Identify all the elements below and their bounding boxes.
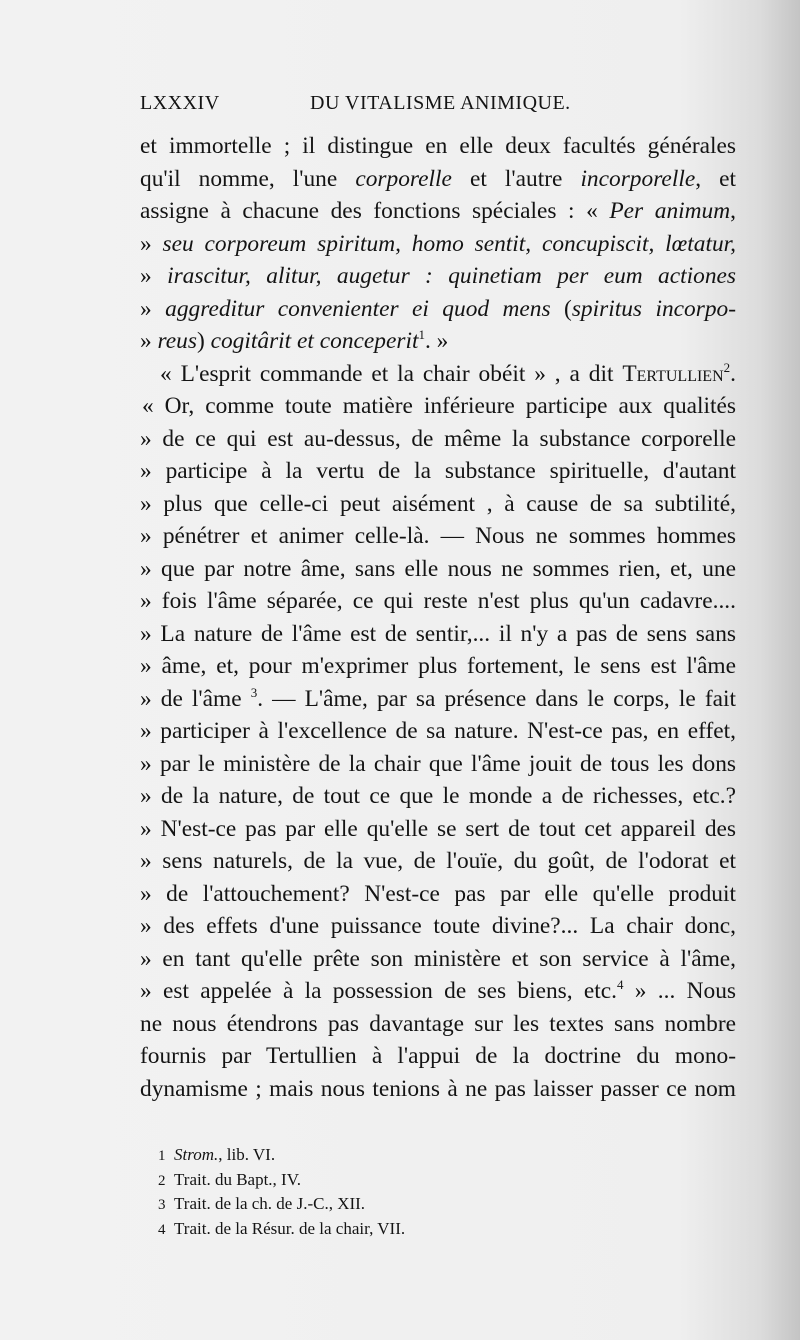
text-line [140,748,736,781]
text-segment: » plus que celle-ci peut aisément , à cause de sa subtilité, [140,490,736,517]
text-segment: » des effets d'une puissance toute divine?... La chair donc, [140,913,736,939]
text-segment: . » [424,328,449,354]
footnote [158,1143,658,1168]
text-segment: , lib. VI. [218,1145,276,1164]
text-segment: ( [550,295,572,322]
text-line [140,1073,736,1106]
text-segment: » par le ministère de la chair que l'âme jouit de tous les dons [140,750,736,777]
text-line [140,520,736,553]
text-segment: » de l'attouchement? N'est-ce pas par elle qu'elle produit [140,880,736,907]
footnote-number: 3 [158,1197,166,1213]
text-segment: incorporelle [580,165,696,192]
running-title: DU VITALISME ANIMIQUE. [310,92,571,114]
text-line [140,585,736,618]
text-line [140,260,736,293]
footnote-ref: 1 [418,327,425,343]
text-segment: Trait. du Bapt., IV. [174,1169,302,1189]
text-segment: » est appelée à la possession de ses biens, etc. [140,978,618,1004]
text-line [140,423,736,456]
text-segment: Trait. de la ch. de J.-C., XII. [174,1194,366,1213]
text-segment: reus [157,328,197,354]
text-segment: qu'il nomme, l'une [140,165,356,192]
text-line [140,325,736,358]
text-line [140,455,736,488]
text-segment: Trait. de la Résur. de la chair, VII. [174,1218,406,1238]
text-line [140,1040,736,1073]
text-segment: » participer à l'excellence de sa nature. N'est-ce pas, en effet, [140,718,736,744]
text-segment: corporelle [355,165,452,192]
text-segment: dynamisme ; mais nous tenions à ne pas laisser passer ce nom [140,1075,736,1102]
text-segment: » que par notre âme, sans elle nous ne sommes rien, et, une [140,555,736,582]
text-line [140,878,736,911]
text-line [140,975,736,1008]
text-line [140,650,736,683]
text-segment: » sens naturels, de la vue, de l'ouïe, du goût, de l'odorat et [140,848,736,874]
footnotes [158,1143,658,1241]
text-segment: « L'esprit commande et la chair obéit » , a dit [160,360,623,387]
text-segment: fournis par Tertullien à l'appui de la doctrine du mono- [140,1043,736,1069]
text-line [140,488,736,521]
footnote-number: 4 [158,1221,166,1238]
text-line [140,845,736,878]
footnote-ref: 4 [617,977,624,993]
text-line [140,683,736,716]
text-segment: ne nous étendrons pas davantage sur les textes sans nombre [140,1010,736,1037]
text-segment: Tertullien [622,360,724,387]
text-segment: » de la nature, de tout ce que le monde a de richesses, etc.? [140,783,736,809]
text-line [140,618,736,651]
text-segment: » âme, et, pour m'exprimer plus fortement, le sens est l'âme [140,653,736,679]
text-segment: » [140,295,166,322]
text-segment: » pénétrer et animer celle-là. — Nous ne sommes hommes [140,523,736,549]
text-line [140,358,736,391]
text-segment: aggreditur convenienter ei quod mens [165,295,551,322]
text-line [140,813,736,846]
text-segment: et immortelle ; il distingue en elle deux facultés générales [140,133,736,159]
text-line [140,228,736,261]
footnote-ref: 3 [250,684,258,700]
text-segment: , et [695,165,736,192]
footnote-number: 2 [158,1172,166,1189]
page-number: LXXXIV [140,92,220,114]
text-segment: irascitur, alitur, augetur : quinetiam per eum actiones [167,263,736,289]
text-line [140,553,736,586]
text-segment: » ... Nous [623,978,736,1004]
text-segment: » N'est-ce pas par elle qu'elle se sert de tout cet appareil des [140,815,736,842]
text-segment: » en tant qu'elle prête son ministère et son service à l'âme, [140,945,736,972]
footnote [158,1168,658,1193]
body-text [140,130,736,1105]
text-segment: » [140,230,163,257]
text-segment: ) [196,328,211,354]
footnote [158,1192,658,1217]
text-segment: Strom. [174,1145,219,1164]
text-line [140,390,736,423]
text-segment: « Or, comme toute matière inférieure participe aux qualités [142,393,736,419]
text-line [140,130,736,163]
text-segment: » [140,263,168,289]
text-segment: , [730,198,736,224]
text-segment: . [730,360,736,387]
text-line [140,780,736,813]
text-segment: spiritus incorpo- [571,295,736,322]
text-segment: » de ce qui est au-dessus, de même la substance corporelle [140,425,736,452]
text-segment: » La nature de l'âme est de sentir,... il n'y a pas de sens sans [140,620,736,647]
text-line [140,910,736,943]
text-segment: seu corporeum spiritum, homo sentit, concupiscit, lœtatur, [162,230,736,257]
text-line [140,195,736,228]
footnote [158,1217,658,1242]
text-segment: . — L'âme, par sa présence dans le corps, le fait [257,685,736,712]
text-segment: assigne à chacune des fonctions spéciales : « [140,198,610,224]
footnote-ref: 2 [723,359,731,375]
text-segment: » fois l'âme séparée, ce qui reste n'est plus qu'un cadavre.... [140,588,736,614]
text-segment: et l'autre [451,165,581,192]
text-line [140,293,736,326]
text-segment: » de l'âme [140,685,251,712]
text-line [140,715,736,748]
text-segment: Per animum [609,198,731,224]
text-line [140,1008,736,1041]
text-segment: cogitârit et conceperit [210,328,419,354]
text-segment: » [140,328,158,354]
text-line [140,943,736,976]
text-line [140,163,736,196]
page-header [140,92,760,122]
text-segment: » participe à la vertu de la substance spirituelle, d'autant [140,458,736,484]
footnote-number: 1 [158,1148,166,1164]
